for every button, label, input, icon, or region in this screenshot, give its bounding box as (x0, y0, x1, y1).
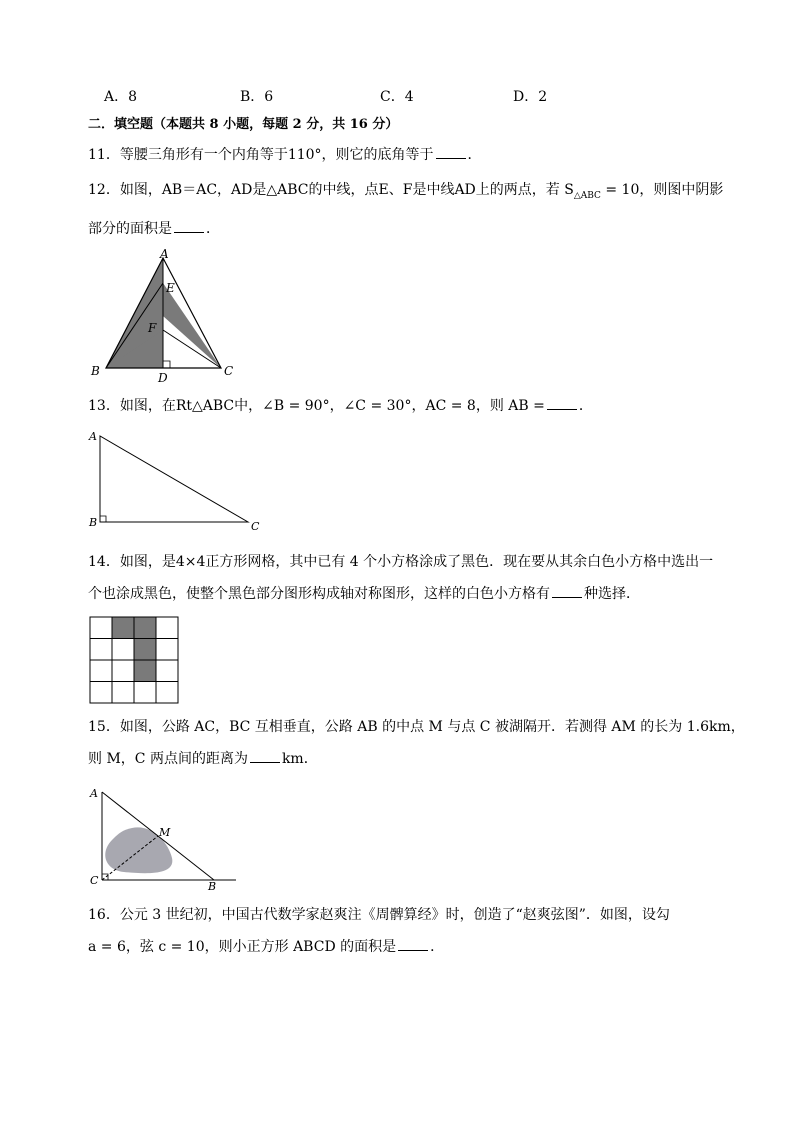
grid-cell-white (156, 682, 178, 704)
question-16-line2 (88, 938, 444, 956)
q14-text-b: 种选择． (584, 586, 640, 602)
grid-cell-white (134, 682, 156, 704)
label-b-15: B (208, 880, 217, 892)
q16-text-a: a = 6，弦 c = 10，则小正方形 ABCD 的面积是 (88, 939, 397, 955)
label-c: C (224, 364, 234, 378)
label-f: F (148, 321, 157, 335)
grid-cell-white (112, 639, 134, 661)
question-12-line1 (88, 181, 723, 205)
label-a: A (160, 248, 169, 261)
grid-cell-black (134, 617, 156, 639)
q12-text-a: 12．如图，AB＝AC，AD是△ABC的中线，点E、F是中线AD上的两点，若 S (88, 182, 574, 198)
option-c: C．4 (380, 89, 414, 105)
q16-blank (398, 938, 428, 951)
q14-blank (552, 585, 582, 598)
question-12-line2: 部分的面积是 ． (88, 221, 220, 237)
label-c-13: C (251, 520, 260, 533)
grid-cell-white (112, 660, 134, 682)
q15-text-b: km． (281, 751, 318, 767)
question-11: 11．等腰三角形有一个内角等于110°，则它的底角等于 ． (88, 147, 482, 163)
grid-cell-black (112, 617, 134, 639)
option-a: A．8 (104, 89, 138, 105)
q13-text: 13．如图，在Rt△ABC中，∠B = 90°，∠C = 30°，AC = 8，则 AB = (88, 398, 545, 414)
section-title: 二．填空题（本题共 8 小题，每题 2 分，共 16 分） (88, 117, 399, 132)
grid-cell-white (156, 639, 178, 661)
option-b: B．6 (240, 89, 274, 105)
q15-figure (86, 782, 238, 892)
grid-cell-white (156, 660, 178, 682)
label-b: B (91, 364, 100, 378)
q15-blank (250, 750, 280, 763)
grid-cell-black (134, 660, 156, 682)
q16-text-b: ． (430, 939, 445, 955)
q13-blank (547, 397, 577, 410)
label-d: D (158, 371, 168, 384)
q12-blank (174, 220, 204, 233)
question-15-line2 (88, 750, 318, 768)
q14-grid (89, 616, 179, 704)
question-14-line2 (88, 585, 640, 603)
grid-cell-white (90, 660, 112, 682)
right-angle-mark-13 (100, 516, 106, 522)
q11-blank (436, 146, 466, 159)
q11-text: 11．等腰三角形有一个内角等于110°，则它的底角等于 (88, 147, 434, 163)
label-m-15: M (159, 826, 171, 839)
right-angle-mark (163, 361, 170, 368)
triangle-abc-13 (100, 436, 248, 522)
label-e: E (166, 281, 175, 295)
q13-figure (86, 428, 266, 534)
grid-cell-white (90, 639, 112, 661)
grid-cell-black (134, 639, 156, 661)
question-13: 13．如图，在Rt△ABC中，∠B = 90°，∠C = 30°，AC = 8，则 AB = ． (88, 398, 593, 414)
q12-text-b: = 10，则图中阴影 (600, 182, 724, 198)
label-a-13: A (89, 430, 97, 443)
grid-cell-white (156, 617, 178, 639)
option-d: D．2 (513, 89, 548, 105)
question-16-line1: 16．公元 3 世纪初，中国古代数学家赵爽注《周髀算经》时，创造了“赵爽弦图”．如图，设勾 (88, 907, 670, 923)
label-c-15: C (90, 874, 99, 887)
question-15-line1: 15．如图，公路 AC，BC 互相垂直，公路 AB 的中点 M 与点 C 被湖隔开．若测得 AM 的长为 1.6km， (88, 719, 745, 735)
label-a-15: A (90, 787, 98, 800)
q12-text-c: 部分的面积是 (88, 221, 172, 237)
question-14-line1: 14．如图，是4×4正方形网格，其中已有 4 个小方格涂成了黑色．现在要从其余白色小方格中选出一 (88, 554, 714, 570)
q14-text-a: 个也涂成黑色，使整个黑色部分图形构成轴对称图形，这样的白色小方格有 (88, 586, 550, 602)
label-b-13: B (89, 516, 98, 529)
grid-cell-white (90, 617, 112, 639)
q12-figure (86, 248, 246, 384)
q12-subscript: △ABC (573, 190, 601, 201)
grid-cell-white (90, 682, 112, 704)
q15-text-a: 则 M，C 两点间的距离为 (88, 751, 248, 767)
shade-right (163, 283, 221, 368)
grid-cell-white (112, 682, 134, 704)
